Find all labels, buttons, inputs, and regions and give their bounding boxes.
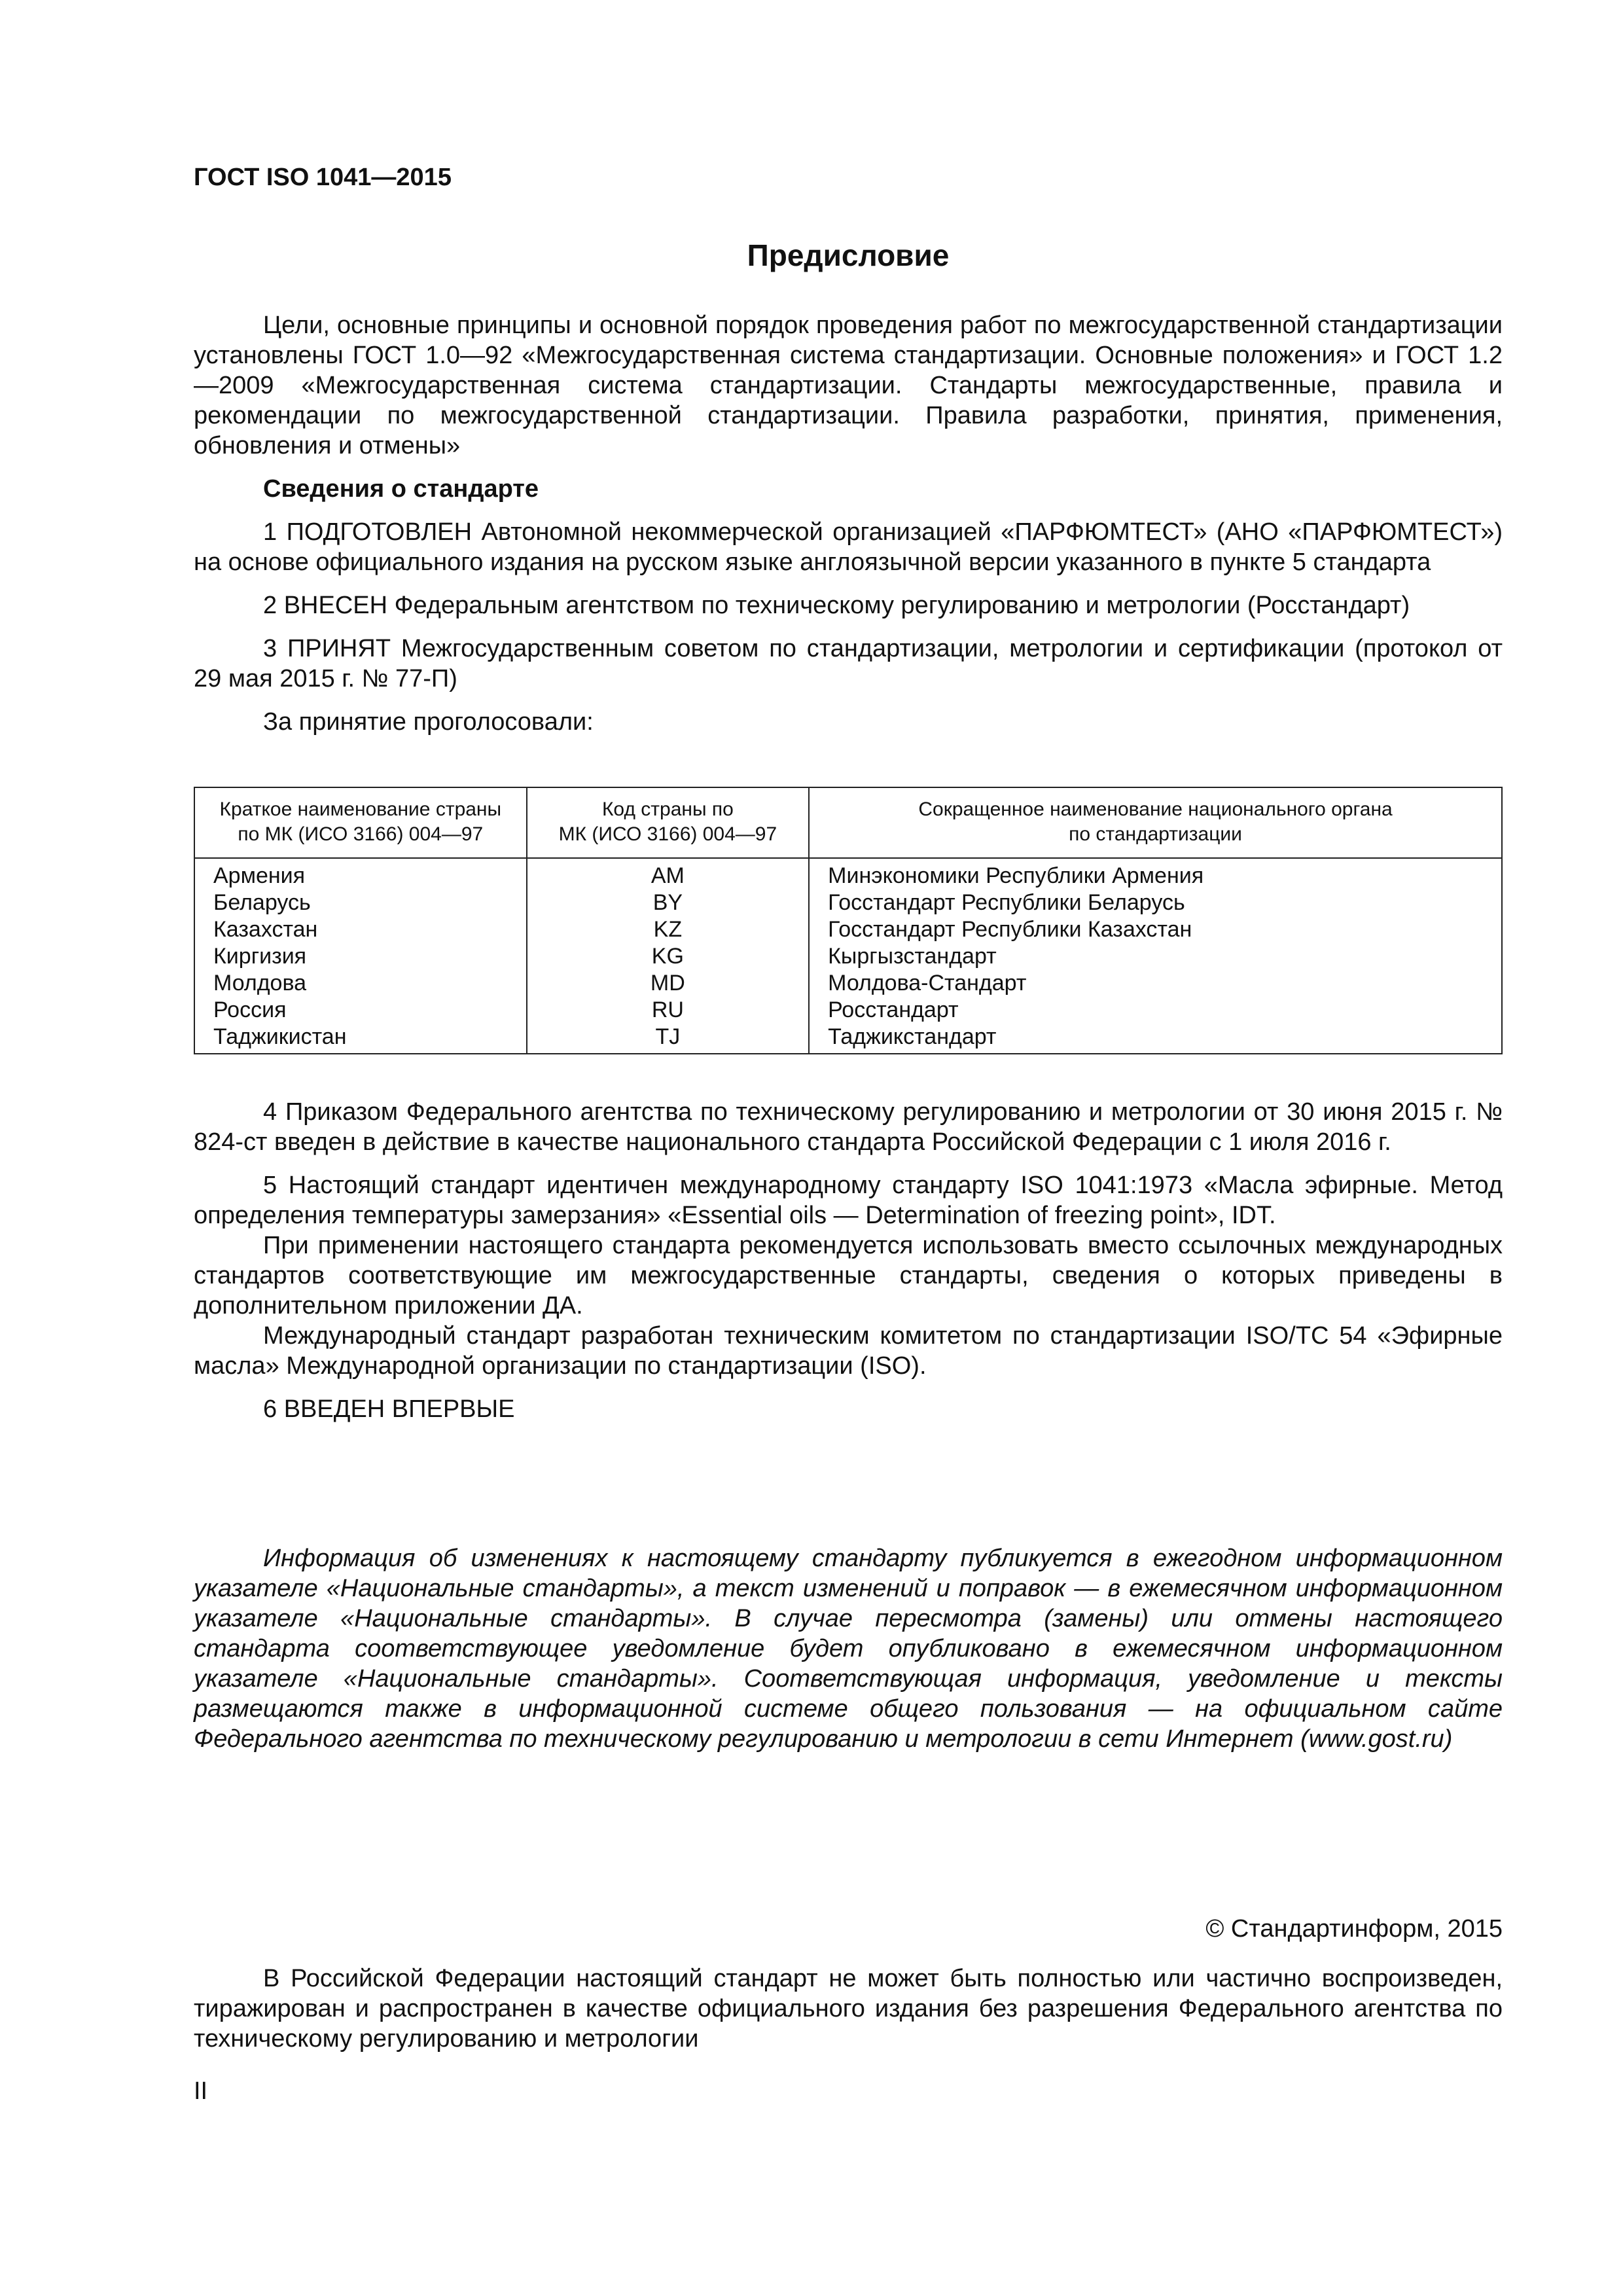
item-5-usage-paragraph: При применении настоящего стандарта рекомендуется использовать вместо ссылочных международных стандартов соответствующие им межгосударственные стандарты, сведения о которых приведены в дополнительном приложении ДА. xyxy=(194,1232,1503,1319)
item-1-paragraph: 1 ПОДГОТОВЛЕН Автономной некоммерческой организацией «ПАРФЮМТЕСТ» (АНО «ПАРФЮМТЕСТ») на основе официального издания на русском языке англоязычной версии указанного в пункте 5 стандарта xyxy=(194,518,1503,576)
code-cell: RU xyxy=(527,997,810,1024)
table-header-body: Сокращенное наименование национального органа по стандартизации xyxy=(809,787,1502,858)
body-cell: Госстандарт Республики Казахстан xyxy=(809,916,1502,943)
table-header-row xyxy=(194,787,1502,858)
code-cell: KG xyxy=(527,943,810,970)
body-cell: Госстандарт Республики Беларусь xyxy=(809,889,1502,916)
item-5-paragraph: 5 Настоящий стандарт идентичен международному стандарту ISO 1041:1973 «Масла эфирные. Метод определения температуры замерзания» «Essential oils — Determination of freezing point», IDT. xyxy=(194,1172,1503,1229)
page-title: Предисловие xyxy=(747,238,950,272)
body-cell: Таджикстандарт xyxy=(809,1024,1502,1054)
copyright-line: © Стандартинформ, 2015 xyxy=(1205,1915,1503,1943)
country-cell: Беларусь xyxy=(194,889,527,916)
table-row xyxy=(194,997,1502,1024)
table-row xyxy=(194,916,1502,943)
notice-section xyxy=(194,1543,1503,1754)
country-cell: Казахстан xyxy=(194,916,527,943)
code-cell: BY xyxy=(527,889,810,916)
info-heading: Сведения о стандарте xyxy=(263,475,539,503)
table-row xyxy=(194,970,1502,997)
body-cell: Минэкономики Республики Армения xyxy=(809,863,1502,889)
table-row xyxy=(194,889,1502,916)
document-page xyxy=(194,0,1503,2296)
item-3-paragraph: 3 ПРИНЯТ Межгосударственным советом по стандартизации, метрологии и сертификации (протокол от 29 мая 2015 г. № 77-П) xyxy=(194,635,1503,692)
intro-paragraph: Цели, основные принципы и основной порядок проведения работ по межгосударственной стандартизации установлены ГОСТ 1.0—92 «Межгосударственная система стандартизации. Основные положения» и ГОСТ 1.2—2009 «Межгосударственная система стандартизации. Стандарты межгосударственные, правила и рекомендации по межгосударственной стандартизации. Правила разработки, принятия, применения, обновления и отмены» xyxy=(194,312,1503,459)
code-cell: TJ xyxy=(527,1024,810,1054)
country-cell: Армения xyxy=(194,863,527,889)
foreword-section xyxy=(194,310,1503,737)
document-header: ГОСТ ISO 1041—2015 xyxy=(194,164,452,191)
body-cell: Молдова-Стандарт xyxy=(809,970,1502,997)
code-cell: AM xyxy=(527,863,810,889)
table-row xyxy=(194,863,1502,889)
page-number: II xyxy=(194,2077,208,2105)
restriction-paragraph: В Российской Федерации настоящий стандарт не может быть полностью или частично воспроизведен, тиражирован и распространен в качестве официального издания без разрешения Федерального агентства по техническому регулированию и метрологии xyxy=(194,1965,1503,2053)
country-cell: Россия xyxy=(194,997,527,1024)
code-cell: KZ xyxy=(527,916,810,943)
item-2-paragraph: 2 ВНЕСЕН Федеральным агентством по техническому регулированию и метрологии (Росстандарт) xyxy=(263,592,1410,619)
table-separator xyxy=(194,858,1502,863)
table-header-code: Код страны по МК (ИСО 3166) 004—97 xyxy=(527,787,810,858)
body-cell: Росстандарт xyxy=(809,997,1502,1024)
table-row xyxy=(194,943,1502,970)
item-4-paragraph: 4 Приказом Федерального агентства по техническому регулированию и метрологии от 30 июня 2015 г. № 824-ст введен в действие в качестве национального стандарта Российской Федерации с 1 июля 2016 г. xyxy=(194,1098,1503,1156)
item-6-paragraph: 6 ВВЕДЕН ВПЕРВЫЕ xyxy=(263,1395,515,1423)
country-cell: Таджикистан xyxy=(194,1024,527,1054)
table-header-country: Краткое наименование страны по МК (ИСО 3166) 004—97 xyxy=(194,787,527,858)
vote-intro: За принятие проголосовали: xyxy=(263,708,594,736)
code-cell: MD xyxy=(527,970,810,997)
body-cell: Кыргызстандарт xyxy=(809,943,1502,970)
restriction-section xyxy=(194,1964,1503,2054)
notice-paragraph: Информация об изменениях к настоящему стандарту публикуется в ежегодном информационном указателе «Национальные стандарты», а текст изменений и поправок — в ежемесячном информационном указателе «Национальные стандарты». В случае пересмотра (замены) или отмены настоящего стандарта соответствующее уведомление будет опубликовано в ежемесячном информационном указателе «Национальные стандарты». Соответствующая информация, уведомление и тексты размещаются также в информационной системе общего пользования — на официальном сайте Федерального агентства по техническому регулированию и метрологии в сети Интернет (www.gost.ru) xyxy=(194,1545,1503,1753)
country-cell: Молдова xyxy=(194,970,527,997)
items-continued xyxy=(194,1097,1503,1424)
voting-table xyxy=(194,787,1503,1054)
item-5-committee-paragraph: Международный стандарт разработан техническим комитетом по стандартизации ISO/TC 54 «Эфирные масла» Международной организации по стандартизации (ISO). xyxy=(194,1322,1503,1380)
table-row xyxy=(194,1024,1502,1054)
country-cell: Киргизия xyxy=(194,943,527,970)
